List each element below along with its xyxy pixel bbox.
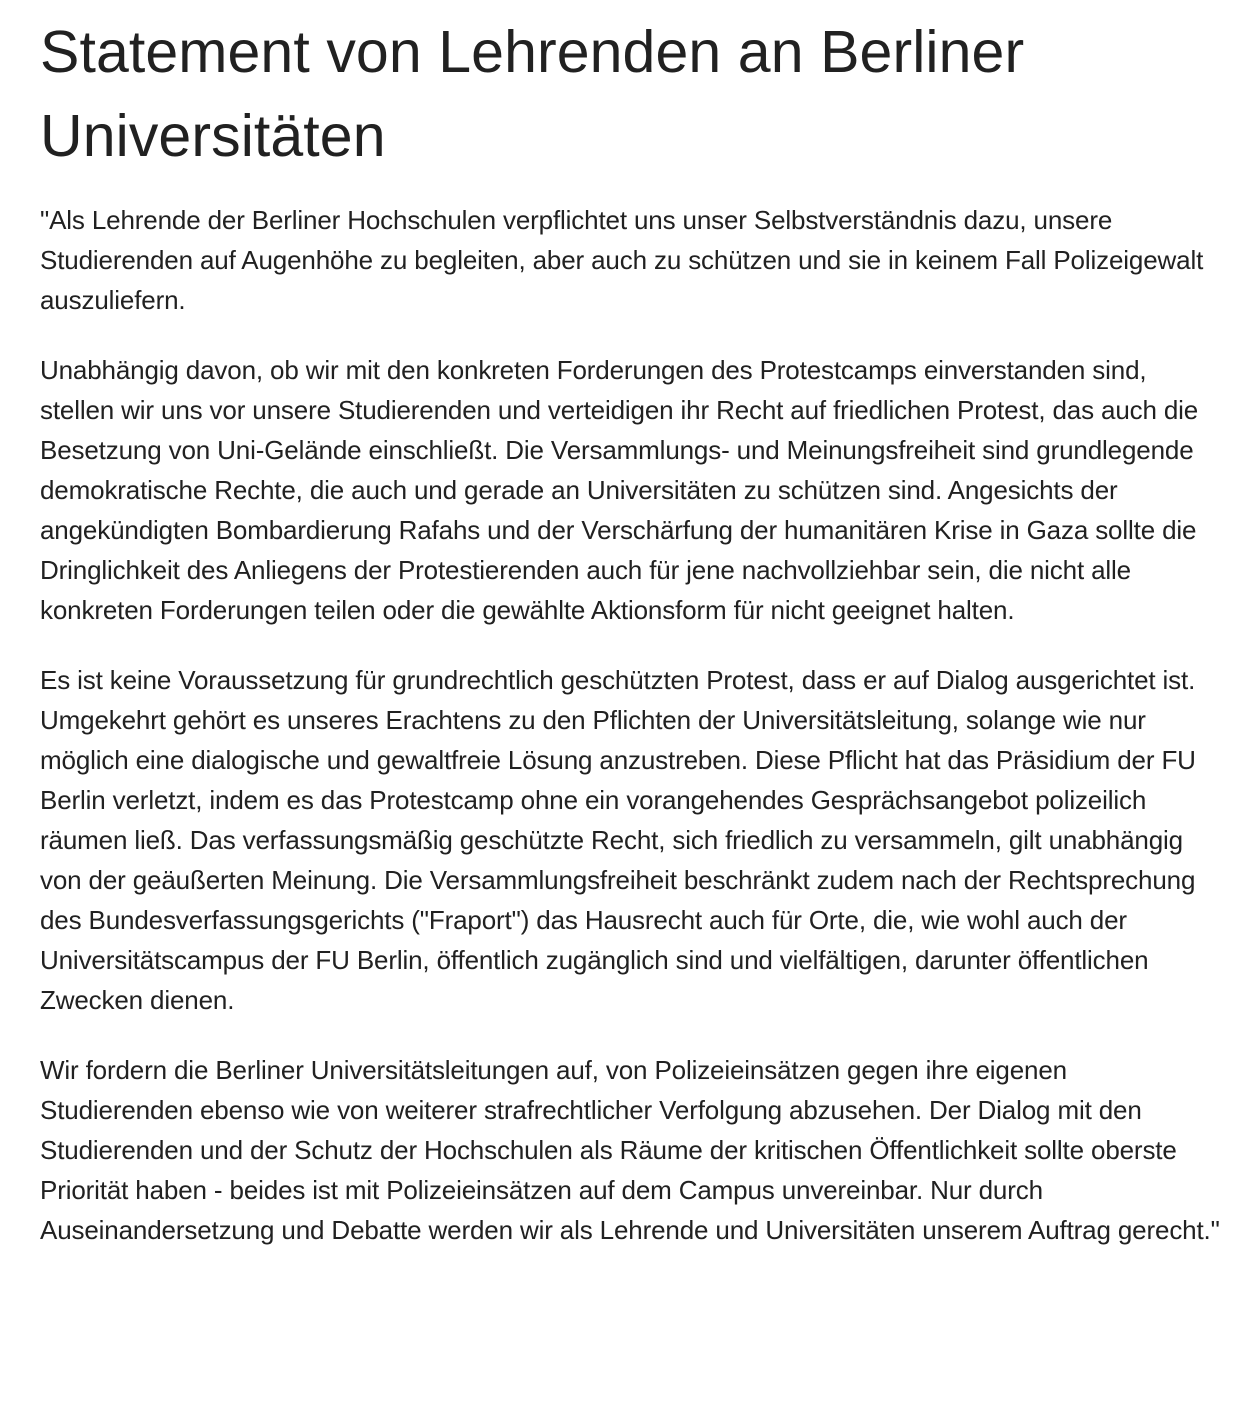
article-title: Statement von Lehrenden an Berliner Universitäten	[40, 19, 1025, 169]
article-paragraph-3: Es ist keine Voraussetzung für grundrechtlich geschützten Protest, dass er auf Dialog ausgerichtet ist. Umgekehrt gehört es unseres Erachtens zu den Pflichten der Universitätsleitung, solange wie nur möglich eine dialogische und gewaltfreie Lösung anzustreben. Diese Pflicht hat das Präsidium der FU Berlin verletzt, indem es das Protestcamp ohne ein vorangehendes Gesprächsangebot polizeilich räumen ließ. Das verfassungsmäßig geschützte Recht, sich friedlich zu versammeln, gilt unabhängig von der geäußerten Meinung. Die Versammlungsfreiheit beschränkt zudem nach der Rechtsprechung des Bundesverfassungsgerichts ("Fraport") das Hausrecht auch für Orte, die, wie wohl auch der Universitätscampus der FU Berlin, öffentlich zugänglich sind und vielfältigen, darunter öffentlichen Zwecken dienen.	[40, 665, 1196, 1015]
article-paragraph-2: Unabhängig davon, ob wir mit den konkreten Forderungen des Protestcamps einverstanden sind, stellen wir uns vor unsere Studierenden und verteidigen ihr Recht auf friedlichen Protest, das auch die Besetzung von Uni-Gelände einschließt. Die Versammlungs- und Meinungsfreiheit sind grundlegende demokratische Rechte, die auch und gerade an Universitäten zu schützen sind. Angesichts der angekündigten Bombardierung Rafahs und der Verschärfung der humanitären Krise in Gaza sollte die Dringlichkeit des Anliegens der Protestierenden auch für jene nachvollziehbar sein, die nicht alle konkreten Forderungen teilen oder die gewählte Aktionsform für nicht geeignet halten.	[40, 355, 1199, 625]
article	[40, 10, 1225, 1280]
article-paragraph-4: Wir fordern die Berliner Universitätsleitungen auf, von Polizeieinsätzen gegen ihre eigenen Studierenden ebenso wie von weiterer strafrechtlicher Verfolgung abzusehen. Der Dialog mit den Studierenden und der Schutz der Hochschulen als Räume der kritischen Öffentlichkeit sollte oberste Priorität haben - beides ist mit Polizeieinsätzen auf dem Campus unvereinbar. Nur durch Auseinandersetzung und Debatte werden wir als Lehrende und Universitäten unserem Auftrag gerecht."	[40, 1055, 1220, 1245]
article-paragraph-1: "Als Lehrende der Berliner Hochschulen verpflichtet uns unser Selbstverständnis dazu, unsere Studierenden auf Augenhöhe zu begleiten, aber auch zu schützen und sie in keinem Fall Polizeigewalt auszuliefern.	[40, 205, 1204, 315]
